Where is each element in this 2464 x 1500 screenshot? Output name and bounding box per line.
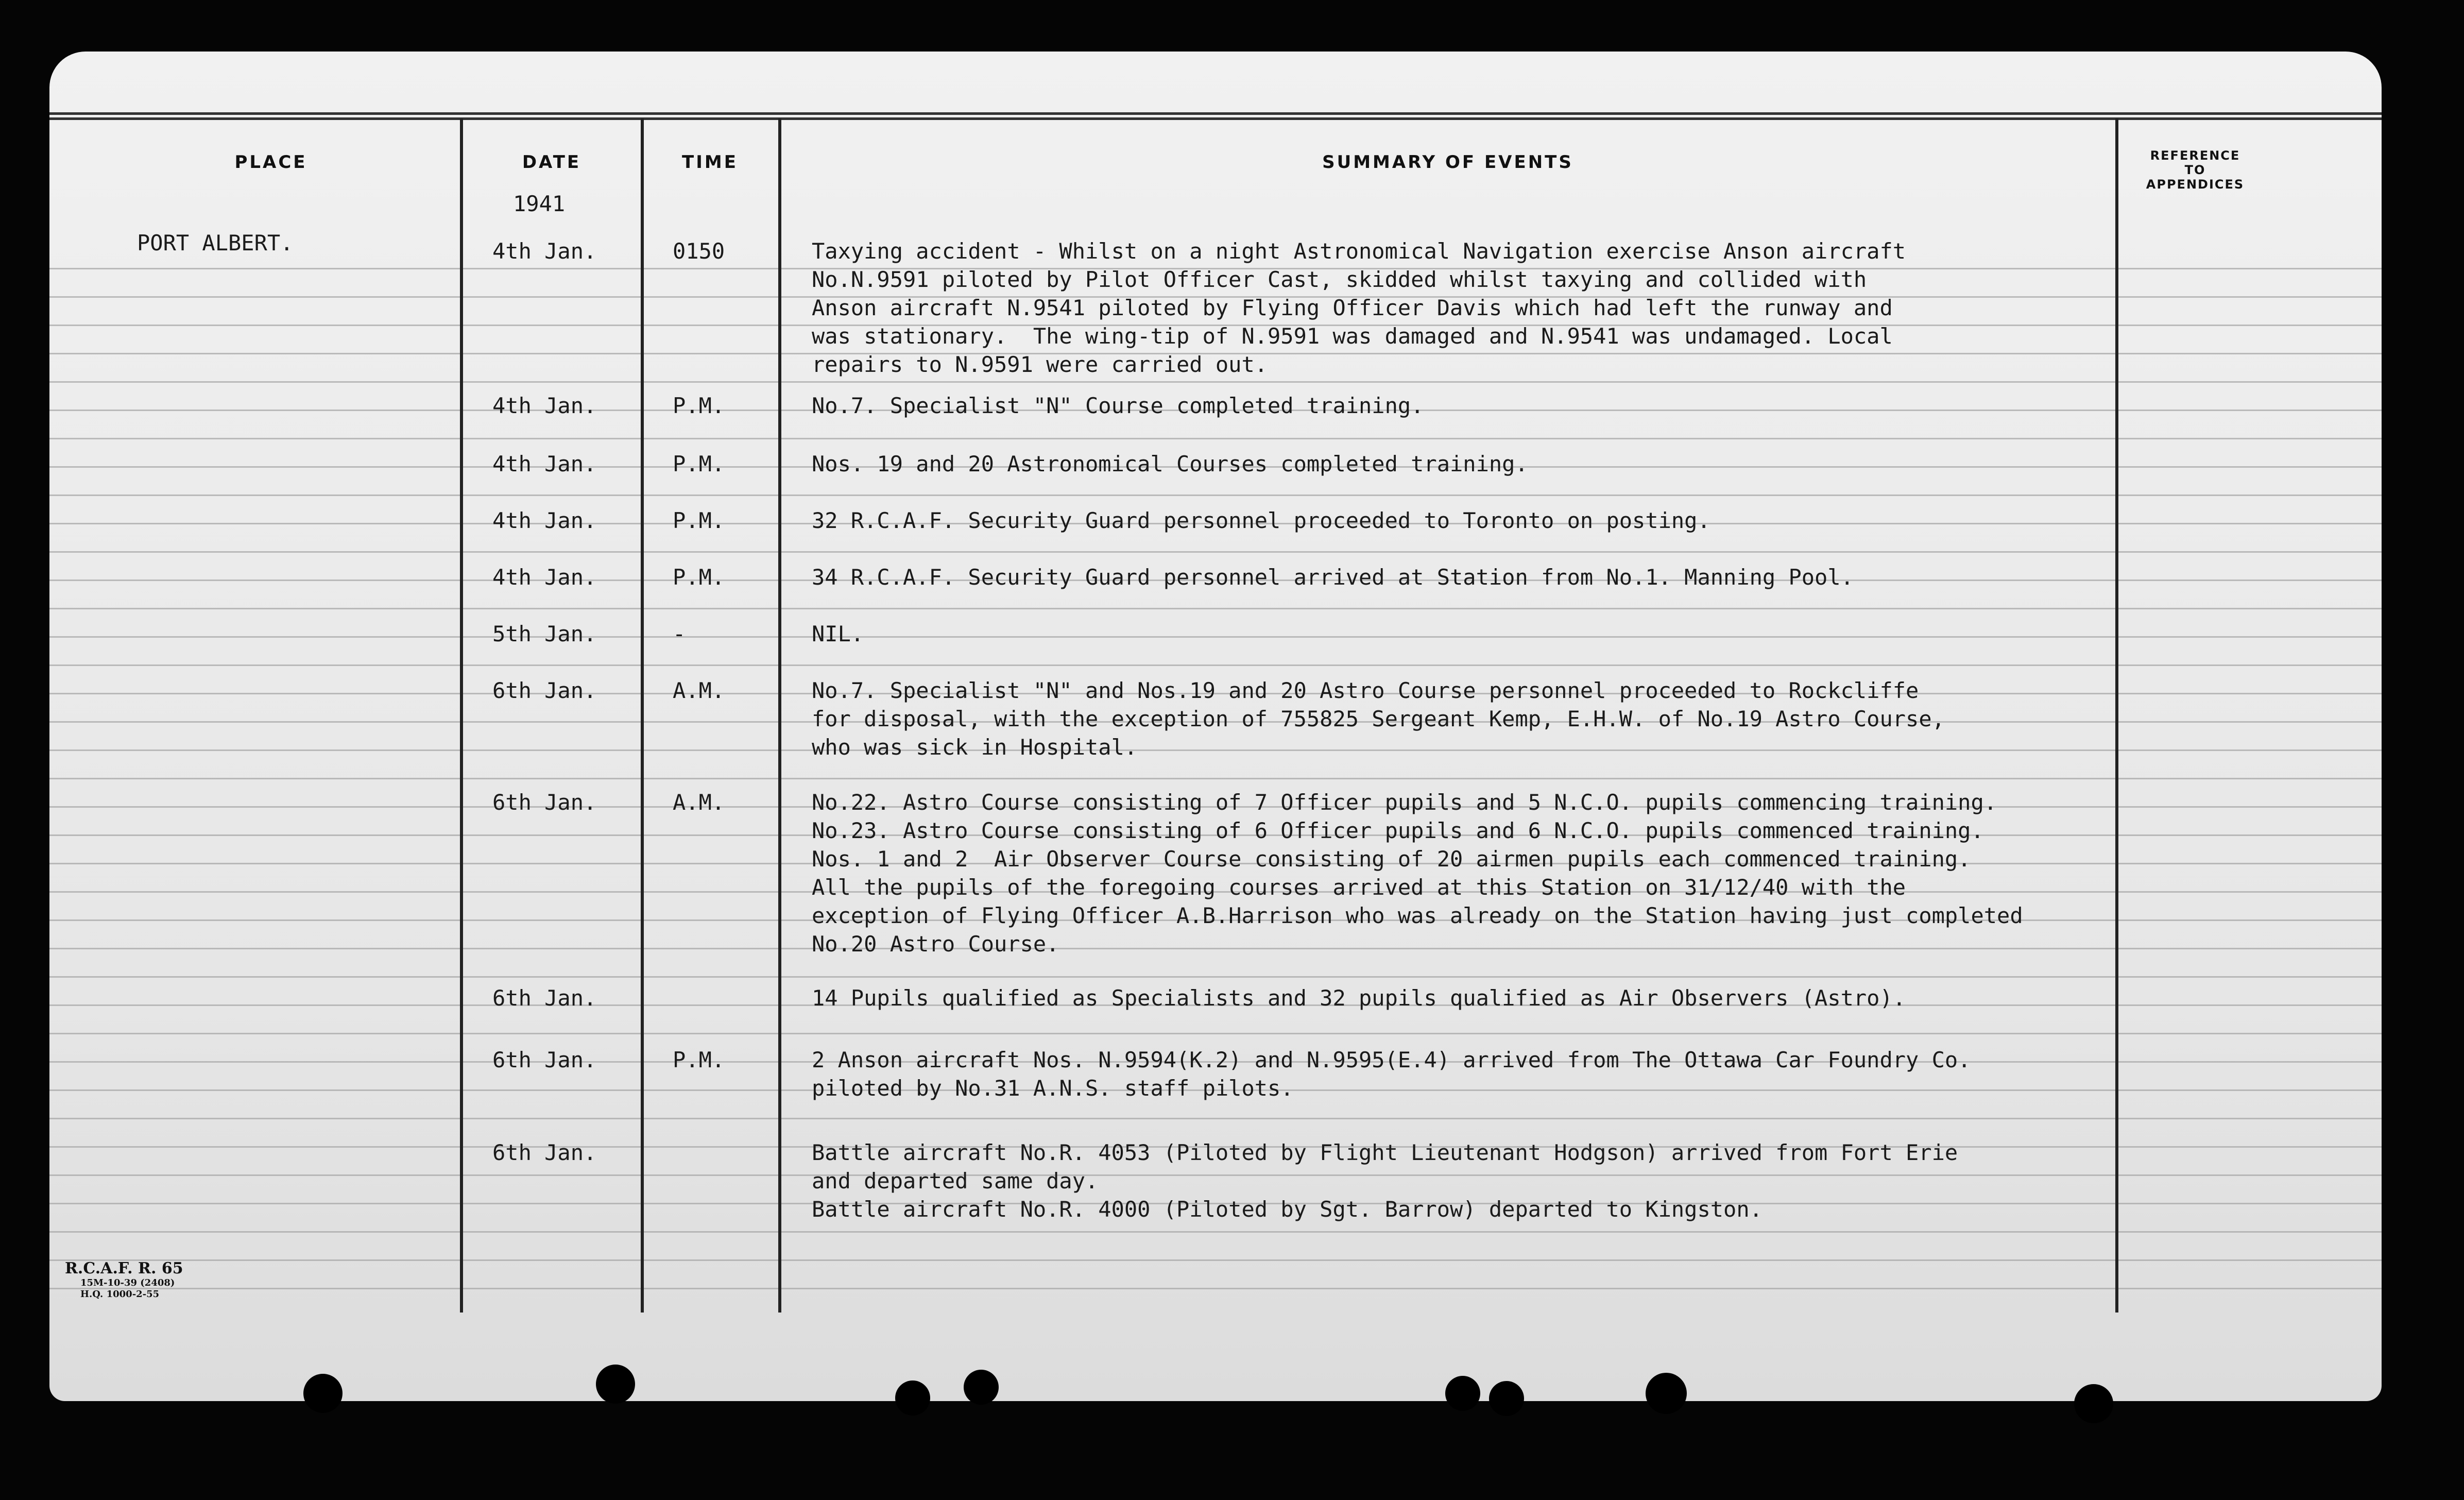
entry-summary-line: Taxying accident - Whilst on a night Astronomical Navigation exercise Anson aircraft bbox=[812, 238, 1906, 264]
entry-time: P.M. bbox=[673, 508, 725, 533]
entry-summary-line: No.23. Astro Course consisting of 6 Officer pupils and 6 N.C.O. pupils commenced training. bbox=[812, 818, 1984, 843]
entry-time: 0150 bbox=[673, 238, 725, 264]
header-reference-line: TO bbox=[2184, 163, 2206, 177]
entry-summary-line: was stationary. The wing-tip of N.9591 was damaged and N.9541 was undamaged. Local bbox=[812, 323, 1893, 349]
entry-time: A.M. bbox=[673, 678, 725, 703]
form-print-line: 15M-10-39 (2408) bbox=[80, 1277, 175, 1288]
entry-time: P.M. bbox=[673, 1047, 725, 1072]
form-code: R.C.A.F. R. 65 bbox=[65, 1259, 183, 1277]
entry-date: 6th Jan. bbox=[492, 1140, 597, 1165]
entry-date: 6th Jan. bbox=[492, 985, 597, 1011]
column-divider bbox=[778, 118, 781, 1312]
column-divider bbox=[460, 118, 463, 1312]
punch-hole bbox=[2074, 1384, 2113, 1423]
punch-hole bbox=[1646, 1373, 1687, 1414]
entry-time: P.M. bbox=[673, 565, 725, 590]
entry-summary-line: for disposal, with the exception of 755825 Sergeant Kemp, E.H.W. of No.19 Astro Course, bbox=[812, 706, 1945, 731]
ruled-line bbox=[49, 1174, 2382, 1176]
form-identifier bbox=[65, 1259, 183, 1300]
header-reference bbox=[2118, 148, 2272, 192]
entry-summary-line: Nos. 1 and 2 Air Observer Course consisting of 20 airmen pupils each commenced training. bbox=[812, 846, 1971, 872]
entry-summary-line: Anson aircraft N.9541 piloted by Flying Officer Davis which had left the runway and bbox=[812, 295, 1893, 320]
punch-hole bbox=[1489, 1381, 1524, 1416]
ruled-line bbox=[49, 976, 2382, 978]
entry-time: P.M. bbox=[673, 393, 725, 418]
entry-summary-line: Battle aircraft No.R. 4053 (Piloted by Flight Lieutenant Hodgson) arrived from Fort Erie bbox=[812, 1140, 1958, 1165]
entry-summary-line: repairs to N.9591 were carried out. bbox=[812, 352, 1268, 377]
ruled-line bbox=[49, 608, 2382, 609]
entry-date: 4th Jan. bbox=[492, 451, 597, 476]
entry-summary-line: No.7. Specialist "N" Course completed training. bbox=[812, 393, 1424, 418]
punch-hole bbox=[303, 1374, 343, 1413]
ruled-line bbox=[49, 664, 2382, 666]
entry-time: - bbox=[673, 621, 686, 646]
header-reference-line: APPENDICES bbox=[2146, 177, 2245, 192]
ruled-line bbox=[49, 551, 2382, 553]
punch-hole bbox=[895, 1380, 930, 1416]
header-place: PLACE bbox=[234, 152, 307, 173]
entry-summary-line: and departed same day. bbox=[812, 1168, 1099, 1194]
entry-time: A.M. bbox=[673, 790, 725, 815]
ruled-line bbox=[49, 495, 2382, 496]
entry-date: 6th Jan. bbox=[492, 790, 597, 815]
ruled-line bbox=[49, 1231, 2382, 1233]
entry-summary-line: No.22. Astro Course consisting of 7 Officer pupils and 5 N.C.O. pupils commencing training. bbox=[812, 790, 1997, 815]
ruled-line bbox=[49, 1033, 2382, 1034]
entry-summary-line: All the pupils of the foregoing courses arrived at this Station on 31/12/40 with the bbox=[812, 875, 1906, 900]
place: PORT ALBERT. bbox=[137, 230, 294, 255]
column-divider bbox=[2115, 118, 2118, 1312]
entry-summary-line: Battle aircraft No.R. 4000 (Piloted by Sgt. Barrow) departed to Kingston. bbox=[812, 1197, 1763, 1222]
ruled-line bbox=[49, 1259, 2382, 1261]
header-reference-line: REFERENCE bbox=[2150, 148, 2240, 163]
entry-date: 6th Jan. bbox=[492, 1047, 597, 1072]
entry-summary-line: 34 R.C.A.F. Security Guard personnel arrived at Station from No.1. Manning Pool. bbox=[812, 565, 1854, 590]
ruled-line bbox=[49, 1118, 2382, 1119]
header-top-rule bbox=[49, 112, 2382, 115]
ruled-line bbox=[49, 438, 2382, 439]
entry-summary-line: No.N.9591 piloted by Pilot Officer Cast, skidded whilst taxying and collided with bbox=[812, 267, 1867, 292]
entry-summary-line: piloted by No.31 A.N.S. staff pilots. bbox=[812, 1076, 1294, 1101]
ruled-line bbox=[49, 636, 2382, 638]
entry-time: P.M. bbox=[673, 451, 725, 476]
punch-hole bbox=[596, 1365, 635, 1404]
entry-summary-line: No.20 Astro Course. bbox=[812, 931, 1059, 957]
entry-summary-line: NIL. bbox=[812, 621, 864, 646]
entry-date: 4th Jan. bbox=[492, 565, 597, 590]
header-top-rule bbox=[49, 117, 2382, 120]
entry-date: 4th Jan. bbox=[492, 508, 597, 533]
ruled-line bbox=[49, 778, 2382, 779]
ruled-line bbox=[49, 948, 2382, 949]
punch-hole bbox=[1445, 1376, 1480, 1411]
column-divider bbox=[641, 118, 644, 1312]
entry-summary-line: Nos. 19 and 20 Astronomical Courses completed training. bbox=[812, 451, 1528, 476]
header-time: TIME bbox=[682, 152, 738, 173]
entry-summary-line: exception of Flying Officer A.B.Harrison who was already on the Station having just completed bbox=[812, 903, 2023, 928]
year: 1941 bbox=[513, 191, 566, 216]
entry-summary-line: 2 Anson aircraft Nos. N.9594(K.2) and N.9595(E.4) arrived from The Ottawa Car Foundry Co. bbox=[812, 1047, 1971, 1072]
entry-summary-line: 14 Pupils qualified as Specialists and 32 pupils qualified as Air Observers (Astro). bbox=[812, 985, 1906, 1011]
entry-summary-line: No.7. Specialist "N" and Nos.19 and 20 Astro Course personnel proceeded to Rockcliffe bbox=[812, 678, 1919, 703]
ruled-line bbox=[49, 749, 2382, 751]
diary-form-card bbox=[49, 52, 2382, 1401]
entry-date: 4th Jan. bbox=[492, 238, 597, 264]
header-summary: SUMMARY OF EVENTS bbox=[1322, 152, 1573, 173]
entry-summary-line: 32 R.C.A.F. Security Guard personnel proceeded to Toronto on posting. bbox=[812, 508, 1710, 533]
header-date: DATE bbox=[522, 152, 581, 173]
entry-date: 4th Jan. bbox=[492, 393, 597, 418]
punch-hole bbox=[964, 1370, 999, 1405]
entry-date: 6th Jan. bbox=[492, 678, 597, 703]
ruled-line bbox=[49, 1288, 2382, 1289]
entry-date: 5th Jan. bbox=[492, 621, 597, 646]
ruled-line bbox=[49, 381, 2382, 383]
entry-summary-line: who was sick in Hospital. bbox=[812, 735, 1138, 760]
form-print-line: H.Q. 1000-2-55 bbox=[80, 1289, 160, 1300]
